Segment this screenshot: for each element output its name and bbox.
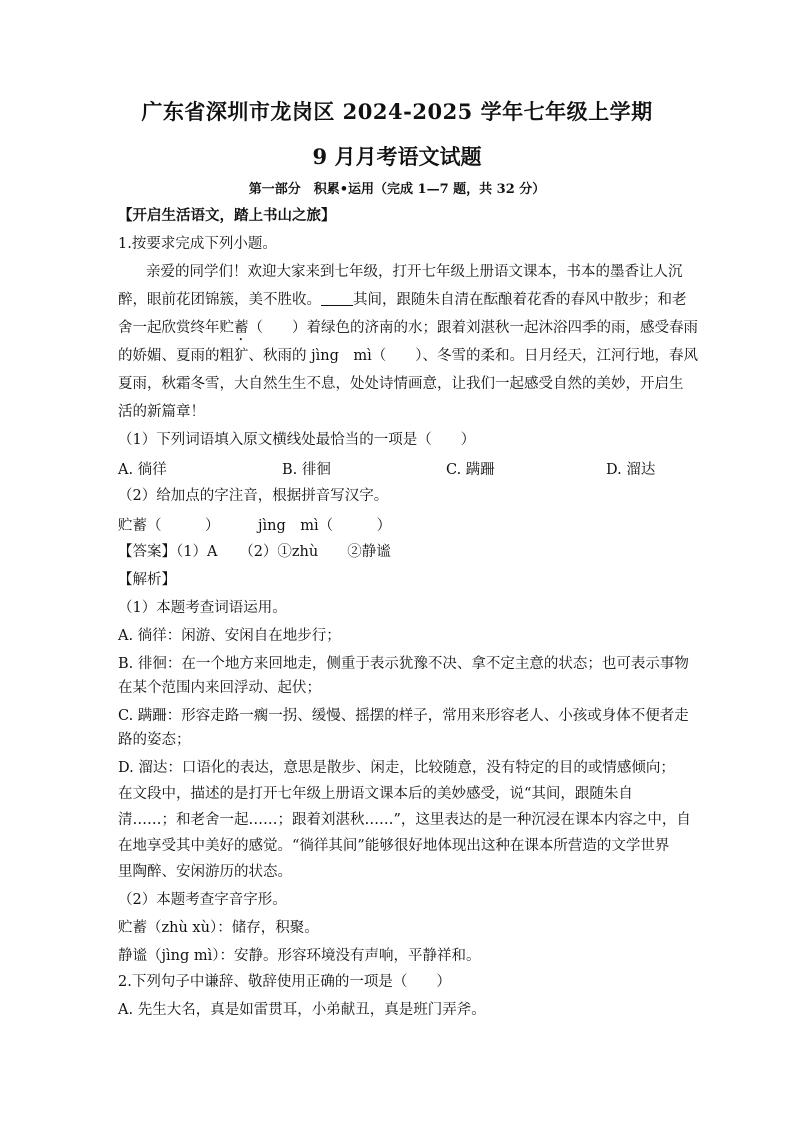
dotted-char: 蓄	[234, 320, 249, 336]
passage-line: 的娇媚、夏雨的粗犷、秋雨的 jìng mì（ ）、冬雪的柔和。日月经天，江河行地，春风	[118, 348, 698, 364]
analysis-line: 路的姿态；	[118, 732, 191, 748]
analysis-line: B. 徘徊：在一个地方来回地走，侧重于表示犹豫不决、拿不定主意的状态；也可表示事物	[118, 656, 689, 672]
part-heading: 第一部分 积累•运用（完成 1—7 题，共 32 分）	[248, 182, 546, 197]
passage-line: 醉，眼前花团锦簇，美不胜收。 其间，跟随朱自清在酝酿着花香的春风中散步；和老	[118, 292, 687, 308]
passage-line: 舍一起欣赏终年贮蓄（ ）着绿色的济南的水；跟着刘湛秋一起沐浴四季的雨，感受春雨	[118, 320, 698, 336]
analysis-line: （1）本题考查词语运用。	[118, 600, 287, 616]
passage-line: 亲爱的同学们！欢迎大家来到七年级，打开七年级上册语文课本，书本的墨香让人沉	[146, 264, 683, 280]
fill-blank	[321, 291, 353, 306]
exam-title-line2: 9 月月考语文试题	[312, 144, 482, 169]
section-heading: 【开启生活语文，踏上书山之旅】	[118, 207, 336, 224]
analysis-line: A. 徜徉：闲游、安闲自在地步行；	[118, 628, 341, 644]
option-a: A. 徜徉	[118, 462, 167, 478]
q2-stem: 2.下列句子中谦辞、敬辞使用正确的一项是（ ）	[118, 974, 451, 990]
analysis-line: C. 蹒跚：形容走路一瘸一拐、缓慢、摇摆的样子，常用来形容老人、小孩或身体不便者走	[118, 708, 689, 724]
q1-sub2: （2）给加点的字注音，根据拼音写汉字。	[118, 488, 389, 504]
option-d: D. 溜达	[606, 462, 656, 478]
analysis-heading: 【解析】	[118, 572, 176, 588]
analysis-line: 清……；和老舍一起……；跟着刘湛秋……”，这里表达的是一种沉浸在课本内容之中，自	[118, 812, 691, 828]
q1-sub1: （1）下列词语填入原文横线处最恰当的一项是（ ）	[118, 432, 476, 448]
q1-sub2-blank1: 贮蓄（ ）	[118, 518, 220, 534]
q1-sub2-blank2: jìng mì（ ）	[258, 518, 392, 534]
analysis-line: 里陶醉、安闲游历的状态。	[118, 864, 292, 880]
analysis-line: 在地享受其中美好的感觉。“徜徉其间”能够很好地体现出这种在课本所营造的文学世界	[118, 838, 670, 854]
passage-line: 活的新篇章！	[118, 404, 205, 420]
analysis-line: 贮蓄（zhù xù）：储存，积聚。	[118, 920, 319, 936]
option-b: B. 徘徊	[282, 462, 331, 478]
analysis-line: （2）本题考查字音字形。	[118, 892, 287, 908]
passage-line: 夏雨，秋霜冬雪，大自然生生不息，处处诗情画意，让我们一起感受自然的美妙，开启生	[118, 376, 684, 392]
analysis-line: D. 溜达：口语化的表达，意思是散步、闲走，比较随意，没有特定的目的或情感倾向；	[118, 760, 675, 776]
answer-line: 【答案】（1）A （2）①zhù ②静谧	[118, 544, 391, 560]
analysis-line: 静谧（jìng mì）：安静。形容环境没有声响，平静祥和。	[118, 948, 481, 964]
q2-option-a: A. 先生大名，真是如雷贯耳，小弟献丑，真是班门弄斧。	[118, 1002, 486, 1018]
q1-stem: 1.按要求完成下列小题。	[118, 236, 277, 252]
analysis-line: 在某个范围内来回浮动、起伏；	[118, 680, 321, 696]
analysis-line: 在文段中，描述的是打开七年级上册语文课本后的美妙感受，说“其间，跟随朱自	[118, 786, 633, 802]
exam-title-line1: 广东省深圳市龙岗区 2024-2025 学年七年级上学期	[141, 99, 653, 124]
option-c: C. 蹒跚	[446, 462, 495, 478]
